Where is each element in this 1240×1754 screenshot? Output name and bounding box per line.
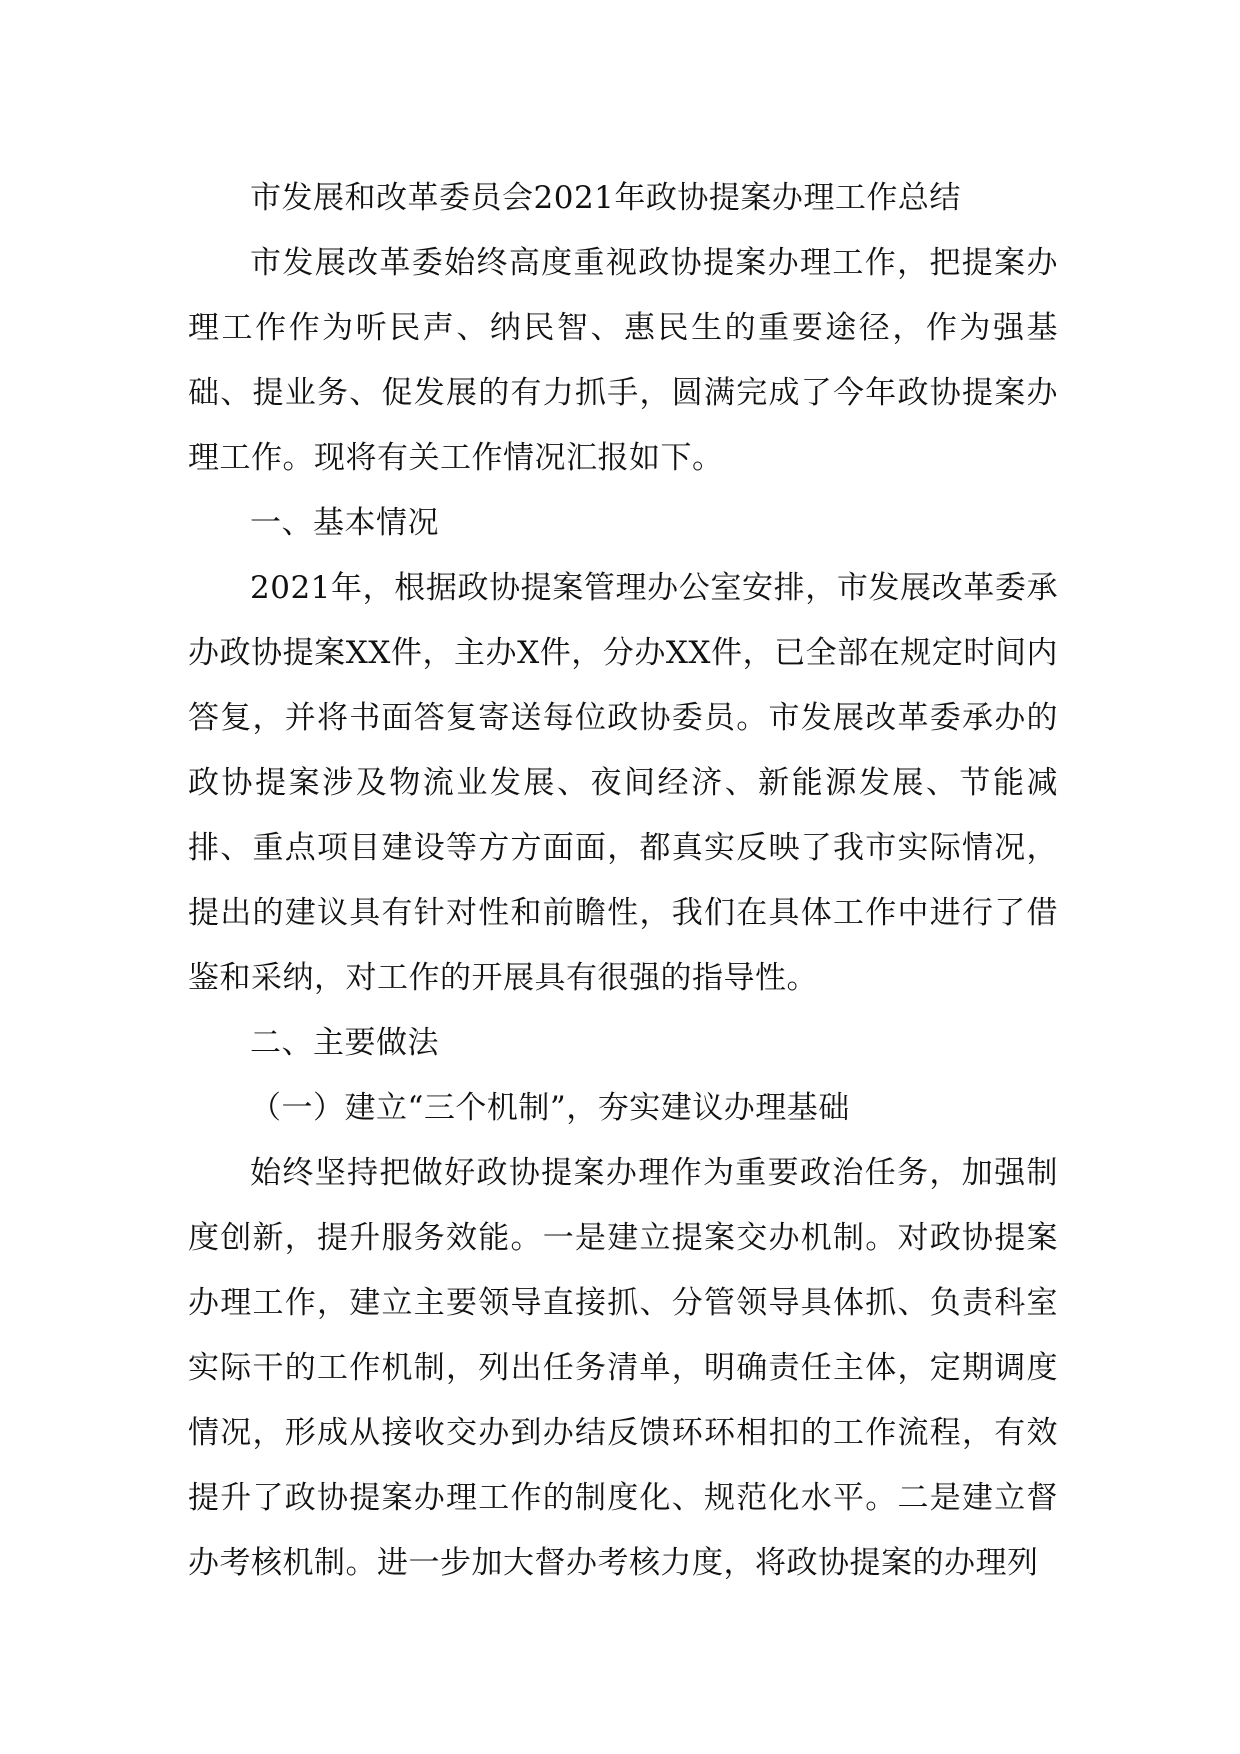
subsection-heading-mechanisms: （一）建立“三个机制”，夯实建议办理基础 [250,1090,850,1126]
mechanisms-paragraph: 始终坚持把做好政协提案办理作为重要政治任务，加强制度创新，提升服务效能。一是建立提案交办机制。对政协提案办理工作，建立主要领导直接抓、分管领导具体抓、负责科室实际干的工作机制，列出任务清单，明确责任主体，定期调度情况，形成从接收交办到办结反馈环环相扣的工作流程，有效提升了政协提案办理工作的制度化、规范化水平。二是建立督办考核机制。进一步加大督办考核力度，将政协提案的办理列 [188,1155,1058,1581]
document-body [188,166,1058,1596]
basic-situation-paragraph: 2021年，根据政协提案管理办公室安排，市发展改革委承办政协提案XX件，主办X件，分办XX件，已全部在规定时间内答复，并将书面答复寄送每位政协委员。市发展改革委承办的政协提案涉及物流业发展、夜间经济、新能源发展、节能减排、重点项目建设等方方面面，都真实反映了我市实际情况，提出的建议具有针对性和前瞻性，我们在具体工作中进行了借鉴和采纳，对工作的开展具有很强的指导性。 [188,570,1058,996]
document-title: 市发展和改革委员会2021年政协提案办理工作总结 [250,180,961,216]
section-heading-basic: 一、基本情况 [250,505,439,541]
intro-paragraph: 市发展改革委始终高度重视政协提案办理工作，把提案办理工作作为听民声、纳民智、惠民生的重要途径，作为强基础、提业务、促发展的有力抓手，圆满完成了今年政协提案办理工作。现将有关工作情况汇报如下。 [188,245,1058,476]
section-heading-methods: 二、主要做法 [250,1025,439,1061]
